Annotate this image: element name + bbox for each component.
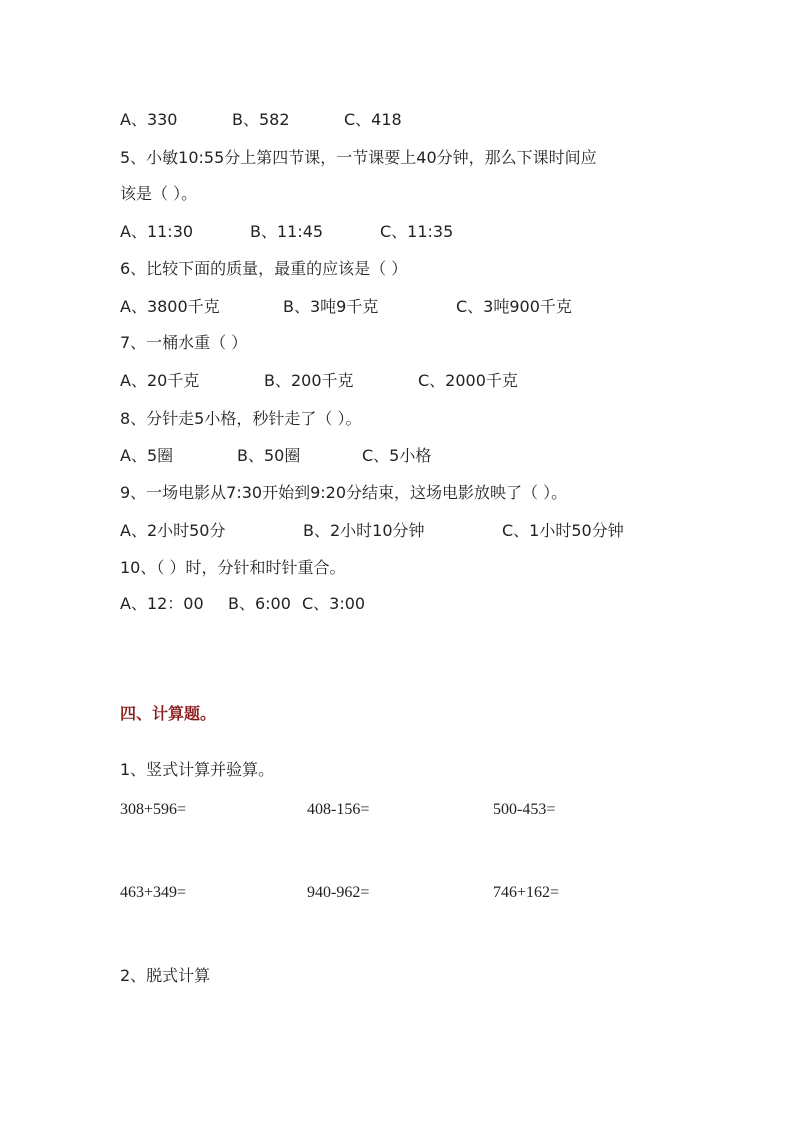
q10-option-a: A、12：00 <box>120 594 204 613</box>
q5-question-line1: 5、小敏10:55分上第四节课，一节课要上40分钟，那么下课时间应 <box>120 148 597 167</box>
q5-option-c: C、11:35 <box>380 222 454 241</box>
q5-option-a: A、11:30 <box>120 222 194 241</box>
q7-option-a: A、20千克 <box>120 371 200 390</box>
q6-option-b: B、3吨9千克 <box>283 297 379 316</box>
calc1-expr-3: 500-453= <box>493 801 556 818</box>
calc1-expr-4: 463+349= <box>120 884 187 901</box>
q10-question: 10、（ ）时，分针和时针重合。 <box>120 558 346 577</box>
calc1-expr-1: 308+596= <box>120 801 187 818</box>
q9-option-c: C、1小时50分钟 <box>502 521 624 540</box>
q5-option-b: B、11:45 <box>250 222 324 241</box>
q4-option-c: C、418 <box>344 110 402 129</box>
q4-option-b: B、582 <box>232 110 290 129</box>
calc1-expr-5: 940-962= <box>307 884 370 901</box>
q4-option-a: A、330 <box>120 110 178 129</box>
calc1-title: 1、竖式计算并验算。 <box>120 760 275 779</box>
calc1-expr-2: 408-156= <box>307 801 370 818</box>
calc2-title: 2、脱式计算 <box>120 966 211 985</box>
calc1-expr-6: 746+162= <box>493 884 560 901</box>
q6-question: 6、比较下面的质量，最重的应该是（ ） <box>120 259 408 278</box>
q9-option-a: A、2小时50分 <box>120 521 226 540</box>
q10-option-c: C、3:00 <box>302 594 366 613</box>
q10-option-b: B、6:00 <box>228 594 291 613</box>
section-4-title: 四、计算题。 <box>120 704 217 723</box>
q6-option-c: C、3吨900千克 <box>456 297 572 316</box>
q5-question-line2: 该是（ ）。 <box>120 184 198 203</box>
q8-option-c: C、5小格 <box>362 446 432 465</box>
q7-option-c: C、2000千克 <box>418 371 518 390</box>
q6-option-a: A、3800千克 <box>120 297 220 316</box>
q8-question: 8、分针走5小格，秒针走了（ ）。 <box>120 409 362 428</box>
q7-option-b: B、200千克 <box>264 371 354 390</box>
q7-question: 7、一桶水重（ ） <box>120 333 248 352</box>
q9-option-b: B、2小时10分钟 <box>303 521 425 540</box>
q9-question: 9、一场电影从7:30开始到9:20分结束，这场电影放映了（ ）。 <box>120 483 568 502</box>
q8-option-b: B、50圈 <box>237 446 301 465</box>
q8-option-a: A、5圈 <box>120 446 174 465</box>
